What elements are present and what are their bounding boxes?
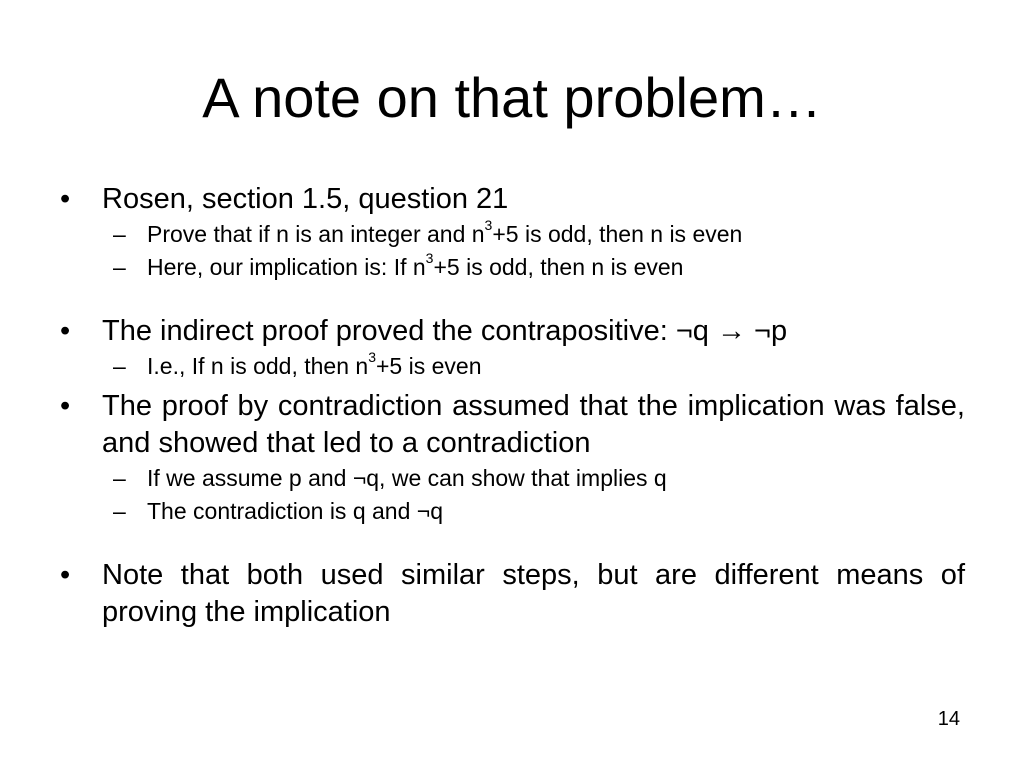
dash-icon: – [113,353,126,379]
sub-bullet-item [60,218,965,251]
exponent: 3 [484,217,493,234]
spacer [60,284,965,313]
bullet-text: Rosen, section 1.5, question 21 [102,183,509,215]
bullet-text: The proof by contradiction assumed that the implication was false, and showed that led to a contradiction [102,390,965,459]
bullet-icon: • [60,390,71,422]
bullet-item [60,557,965,631]
bullet-item [60,388,965,462]
bullet-item [60,313,965,350]
dash-icon: – [113,498,126,524]
bullet-item [60,181,965,218]
sub-bullet-text: Here, our implication is: If $n^3+5$ is odd, then n is even [147,250,684,280]
sub-bullet-item [60,350,965,383]
page-number: 14 [937,708,960,730]
exponent: 3 [368,349,376,366]
sub-bullet-text: If we assume p and ¬q, we can show that implies q [147,465,667,491]
sub-bullet-text: The contradiction is q and ¬q [147,498,443,524]
slide-content [60,181,965,631]
sub-bullet-item [60,462,965,495]
bullet-text: The indirect proof proved the contrapositive: ¬q → ¬p [102,315,788,347]
sub-bullet-item [60,251,965,284]
bullet-icon: • [60,559,71,591]
sub-bullet-text: I.e., If n is odd, then $n^3+5$ is even [147,349,482,379]
sub-bullet-item [60,495,965,528]
bullet-icon: • [60,315,71,347]
dash-icon: – [113,221,126,247]
dash-icon: – [113,254,126,280]
bullet-icon: • [60,183,71,215]
slide-title: A note on that problem… [202,66,822,129]
exponent: 3 [425,250,434,267]
sub-bullet-text: Prove that if n is an integer and $n^3+5$ is odd, then n is even [147,217,743,247]
bullet-text: Note that both used similar steps, but are different means of proving the implication [102,559,965,628]
dash-icon: – [113,465,126,491]
spacer [60,528,965,557]
